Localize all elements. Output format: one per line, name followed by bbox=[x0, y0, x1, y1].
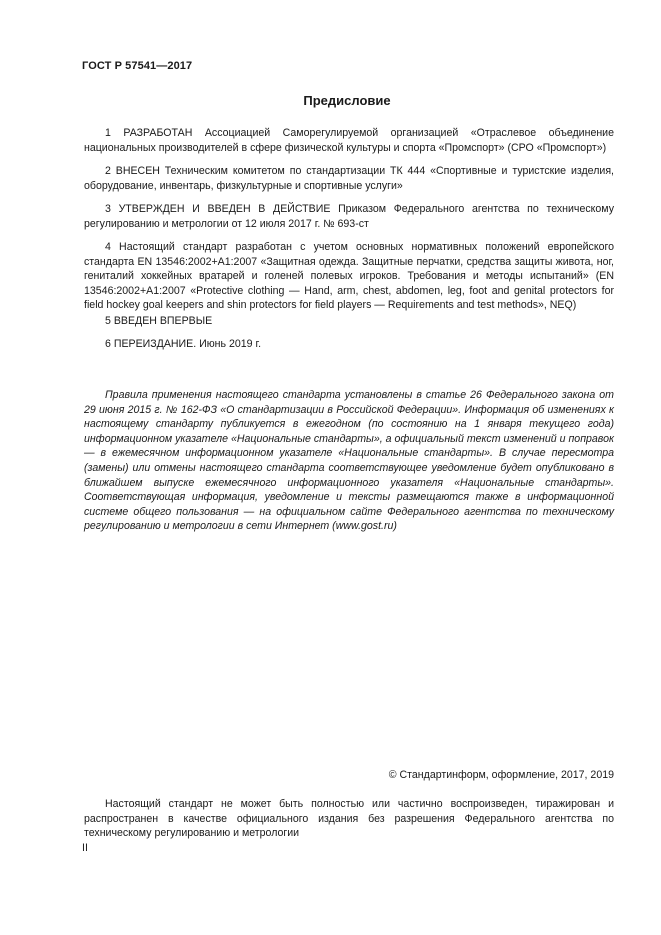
preface-item-4: 4 Настоящий стандарт разработан с учетом основных нормативных положений европейского стандарта EN 13546:2002+A1:2007 «Защитная одежда. Защитные перчатки, средства защиты живота, ног, гениталий хоккейных вратарей и голеней полевых игроков. Требования и методы испытаний» (EN 13546:2002+A1:2007 «Protective clothing — Hand, arm, chest, abdomen, leg, foot and genital protectors for field hockey goal keepers and shin protectors for field players — Requirements and test methods», NEQ) bbox=[84, 241, 614, 312]
copyright-line: © Стандартинформ, оформление, 2017, 2019 bbox=[388, 769, 614, 781]
application-rules-notice: Правила применения настоящего стандарта установлены в статье 26 Федерального закона от 29 июня 2015 г. № 162-ФЗ «О стандартизации в Российской Федерации». Информация об изменениях к настоящему стандарту публикуется в ежегодном (по состоянию на 1 января текущего года) информационном указателе «Национальные стандарты», а официальный текст изменений и поправок — в ежемесячном информационном указателе «Национальные стандарты». В случае пересмотра (замены) или отмены настоящего стандарта соответствующее уведомление будет опубликовано в ближайшем выпуске ежемесячного информационного указателя «Национальные стандарты». Соответствующая информация, уведомление и тексты размещаются также в информационной системе общего пользования — на официальном сайте Федерального агентства по техническому регулированию и метрологии в сети Интернет (www.gost.ru) bbox=[84, 389, 614, 533]
preface-item-5: 5 ВВЕДЕН ВПЕРВЫЕ bbox=[105, 315, 213, 327]
standard-code-header: ГОСТ Р 57541—2017 bbox=[82, 60, 193, 72]
preface-item-1: 1 РАЗРАБОТАН Ассоциацией Саморегулируемой организацией «Отраслевое объединение национальных производителей в сфере физической культуры и спорта «Промспорт» (СРО «Промспорт») bbox=[84, 127, 614, 154]
preface-item-6: 6 ПЕРЕИЗДАНИЕ. Июнь 2019 г. bbox=[105, 338, 262, 350]
page-number: II bbox=[82, 842, 88, 854]
preface-item-2: 2 ВНЕСЕН Техническим комитетом по стандартизации ТК 444 «Спортивные и туристские изделия, оборудование, инвентарь, физкультурные и спортивные услуги» bbox=[84, 165, 614, 192]
preface-item-3: 3 УТВЕРЖДЕН И ВВЕДЕН В ДЕЙСТВИЕ Приказом Федерального агентства по техническому регулированию и метрологии от 12 июля 2017 г. № 693-ст bbox=[84, 203, 614, 230]
reproduction-restriction: Настоящий стандарт не может быть полностью или частично воспроизведен, тиражирован и распространен в качестве официального издания без разрешения Федерального агентства по техническому регулированию и метрологии bbox=[84, 798, 614, 840]
page-title: Предисловие bbox=[303, 93, 391, 108]
